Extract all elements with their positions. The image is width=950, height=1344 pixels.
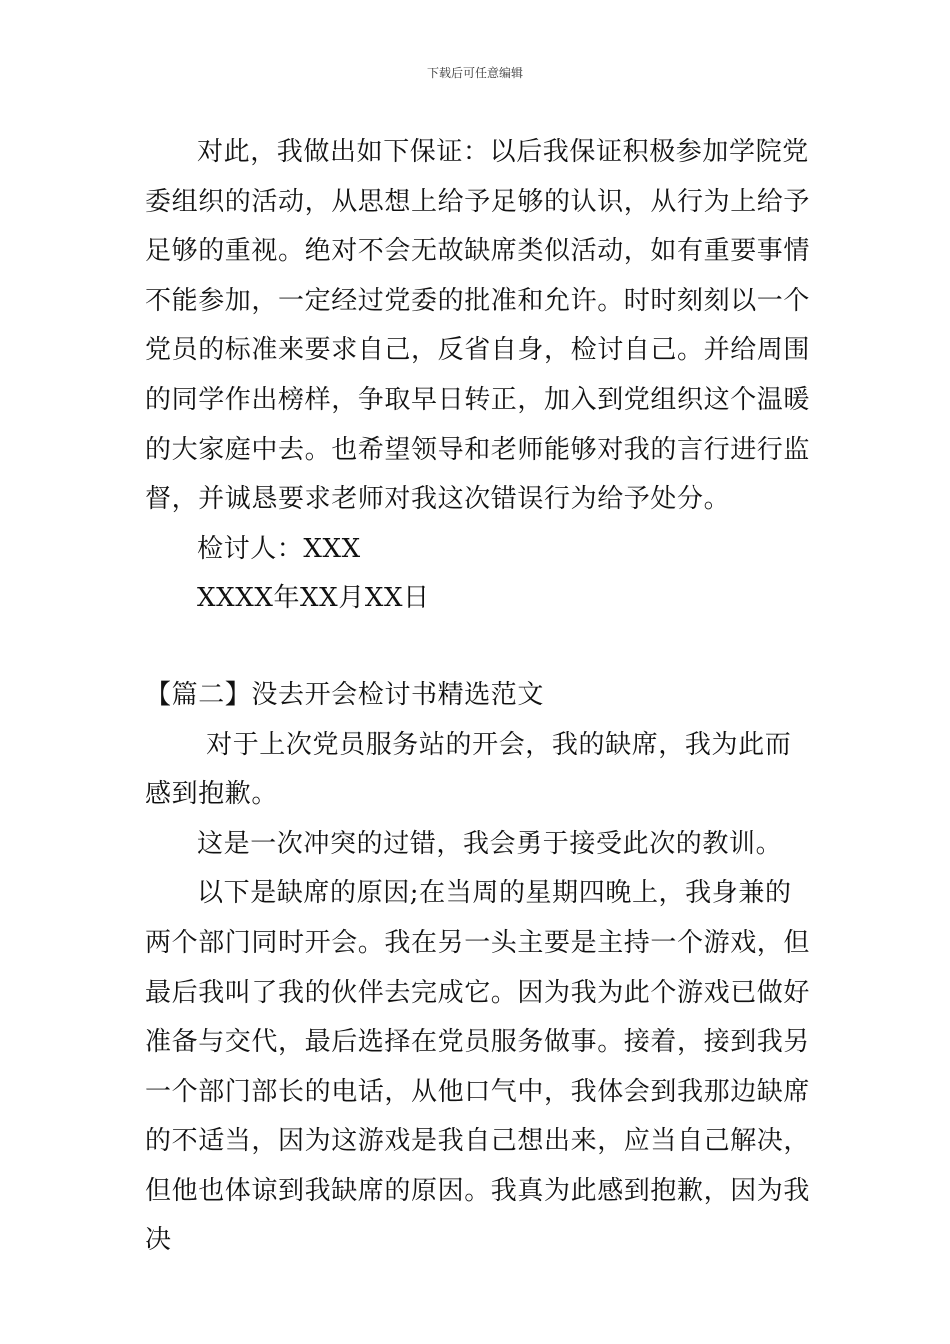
date-line: XXXX年XX月XX日 bbox=[197, 583, 430, 614]
page-header-note: 下载后可任意编辑 bbox=[426, 66, 523, 80]
section-paragraph-1: 对于上次党员服务站的开会，我的缺席，我为此而感到抱歉。 bbox=[145, 729, 792, 810]
section-paragraph-3: 以下是缺席的原因;在当周的星期四晚上，我身兼的两个部门同时开会。我在另一头主要是主持一个游戏，但最后我叫了我的伙伴去完成它。因为我为此个游戏已做好准备与交代，最后选择在党员服务做事。接着，接到我另一个部门部长的电话，从他口气中，我体会到我那边缺席的不适当，因为这游戏是我自己想出来，应当自己解决，但他也体谅到我缺席的原因。我真为此感到抱歉，因为我决 bbox=[145, 878, 811, 1256]
signature-line: 检讨人：XXX bbox=[197, 533, 361, 564]
section-spacer bbox=[145, 624, 810, 671]
section-paragraph-2: 这是一次冲突的过错，我会勇于接受此次的教训。 bbox=[197, 828, 783, 859]
section-title: 【篇二】没去开会检讨书精选范文 bbox=[145, 679, 545, 710]
document-body bbox=[145, 128, 810, 1266]
pledge-paragraph: 对此，我做出如下保证：以后我保证积极参加学院党委组织的活动，从思想上给予足够的认识，从行为上给予足够的重视。绝对不会无故缺席类似活动，如有重要事情不能参加，一定经过党委的批准和允许。时时刻刻以一个党员的标准来要求自己，反省自身，检讨自己。并给周围的同学作出榜样，争取早日转正，加入到党组织这个温暖的大家庭中去。也希望领导和老师能够对我的言行进行监督，并诚恳要求老师对我这次错误行为给予处分。 bbox=[145, 137, 811, 515]
